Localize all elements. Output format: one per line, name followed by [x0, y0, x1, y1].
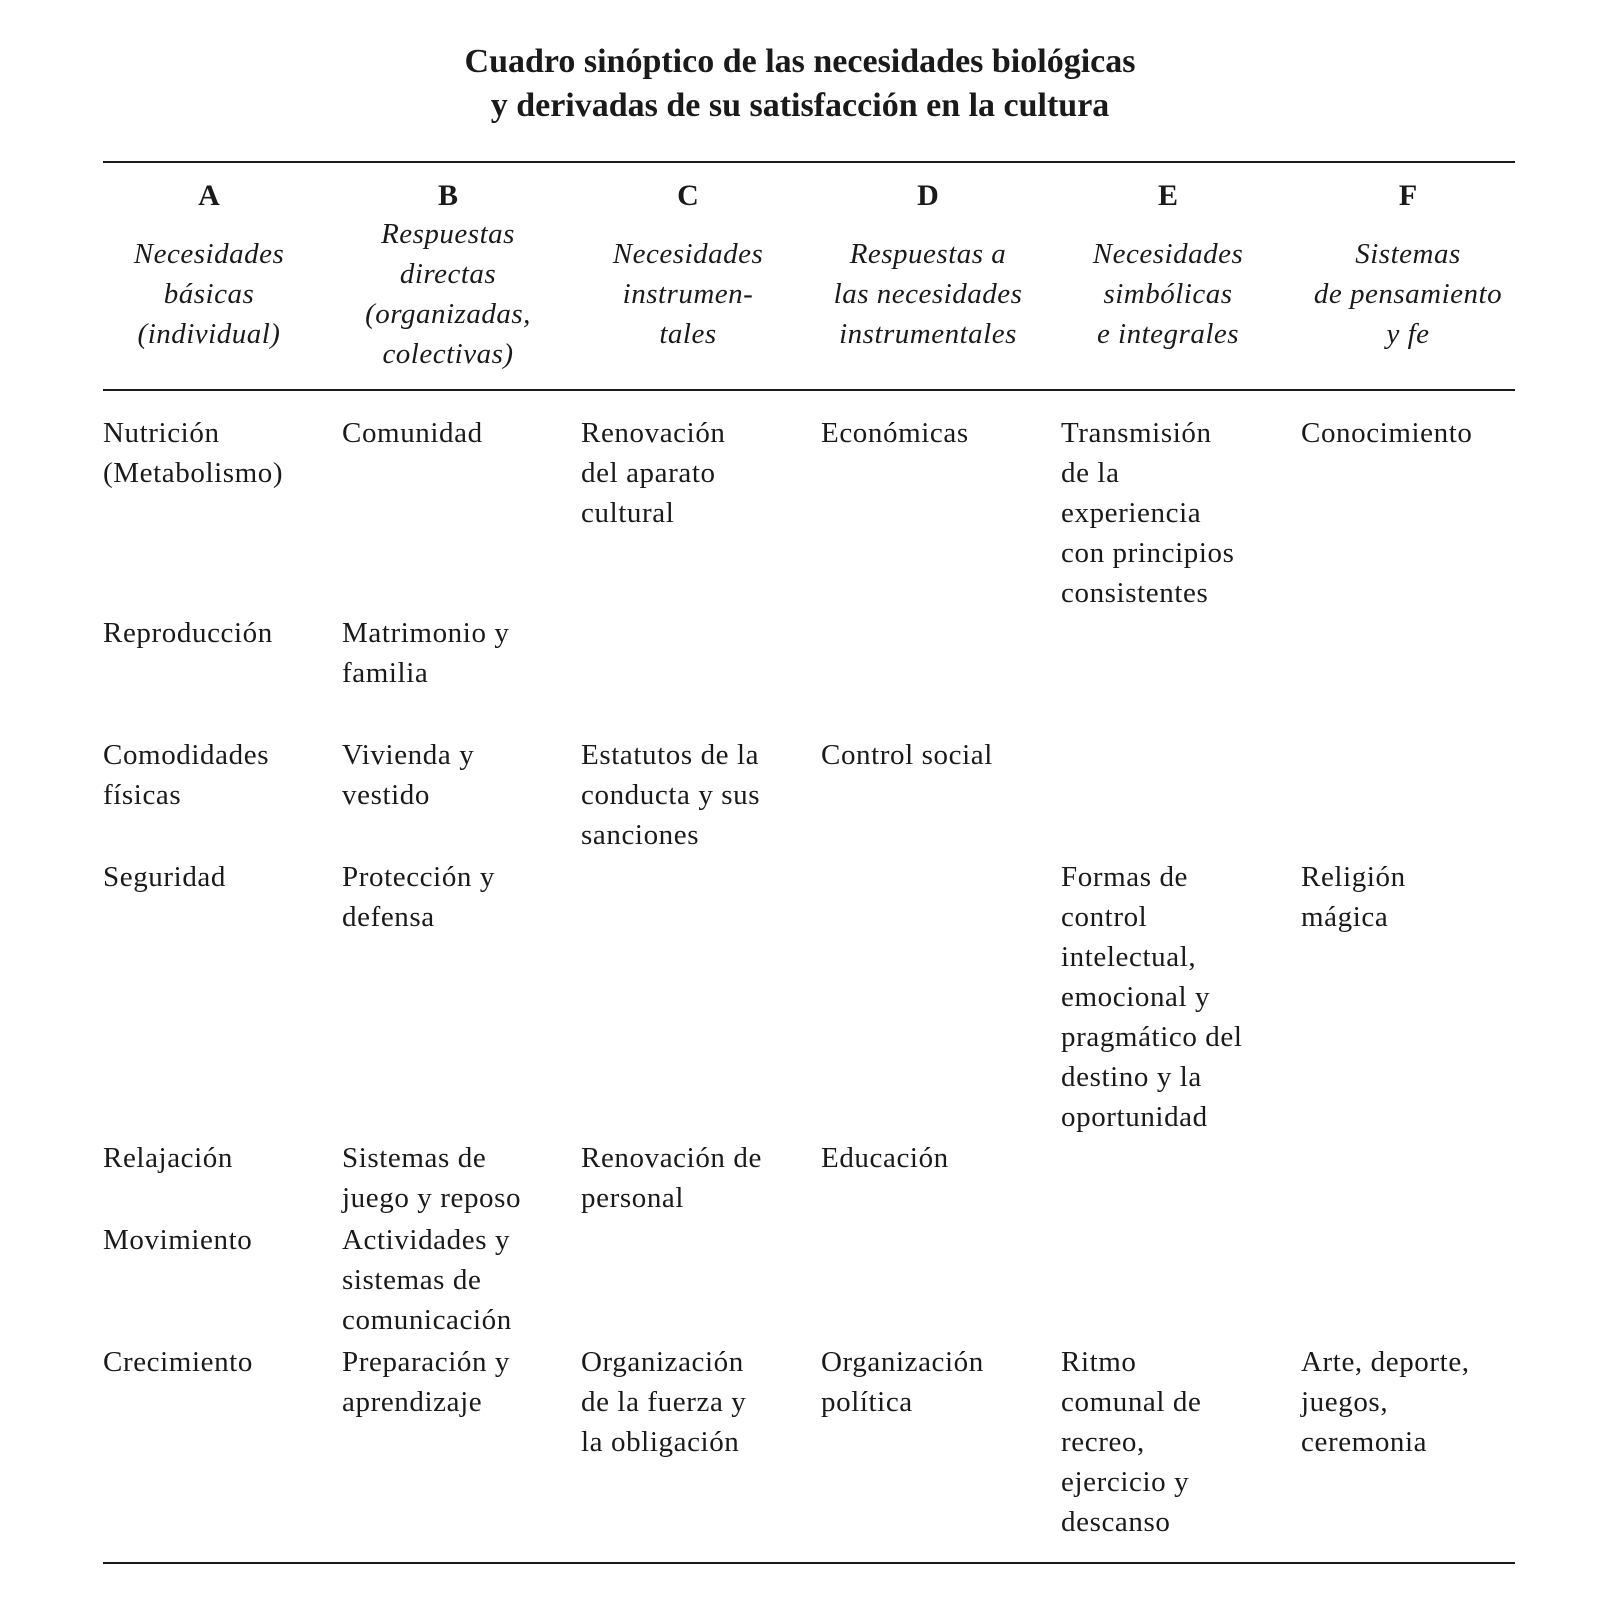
table-cell-a-reproduccion: Reproducción	[103, 617, 273, 649]
table-cell-e-ritmo-comunal: Ritmo comunal de recreo, ejercicio y descanso	[1061, 1346, 1202, 1538]
column-header-f	[1288, 178, 1528, 354]
table-cell-a-movimiento: Movimiento	[103, 1224, 253, 1256]
column-description: Respuestas a las necesidades instrumentales	[833, 238, 1023, 350]
table-cell-c-renovacion-aparato: Renovación del aparato cultural	[581, 417, 726, 529]
table-cell-b-actividades: Actividades y sistemas de comunicación	[342, 1224, 512, 1336]
table-cell-d-educacion: Educación	[821, 1142, 949, 1174]
column-header-b	[328, 178, 568, 374]
table-cell-b-preparacion: Preparación y aprendizaje	[342, 1346, 511, 1418]
column-letter: D	[917, 179, 939, 212]
column-header-c	[568, 178, 808, 354]
table-cell-b-vivienda: Vivienda y vestido	[342, 739, 475, 811]
column-letter: F	[1398, 179, 1418, 212]
table-cell-f-arte: Arte, deporte, juegos, ceremonia	[1301, 1346, 1470, 1458]
table-cell-c-estatutos: Estatutos de la conducta y sus sanciones	[581, 739, 761, 851]
title-line-2: y derivadas de su satisfacción en la cultura	[490, 87, 1110, 124]
column-description: Respuestas directas (organizadas, colectivas)	[365, 218, 531, 370]
column-header-e	[1048, 178, 1288, 354]
top-rule	[103, 161, 1515, 163]
table-cell-b-matrimonio: Matrimonio y familia	[342, 617, 510, 689]
column-header-a	[89, 178, 329, 354]
column-header-d	[808, 178, 1048, 354]
table-cell-b-proteccion: Protección y defensa	[342, 861, 495, 933]
column-letter: C	[677, 179, 699, 212]
table-cell-b-comunidad: Comunidad	[342, 417, 483, 449]
table-cell-d-economicas: Económicas	[821, 417, 969, 449]
table-cell-f-religion: Religión mágica	[1301, 861, 1406, 933]
column-description: Necesidades básicas (individual)	[133, 238, 285, 350]
table-cell-b-sistemas-juego: Sistemas de juego y reposo	[342, 1142, 522, 1214]
table-cell-c-renovacion-personal: Renovación de personal	[581, 1142, 762, 1214]
table-cell-a-comodidades: Comodidades físicas	[103, 739, 270, 811]
table-cell-f-conocimiento: Conocimiento	[1301, 417, 1473, 449]
table-cell-a-relajacion: Relajación	[103, 1142, 234, 1174]
column-description: Sistemas de pensamiento y fe	[1313, 238, 1503, 350]
column-letter: A	[198, 179, 220, 212]
column-description: Necesidades instrumen- tales	[612, 238, 764, 350]
header-rule	[103, 389, 1515, 391]
table-cell-a-crecimiento: Crecimiento	[103, 1346, 253, 1378]
table-cell-e-transmision: Transmisión de la experiencia con principios consistentes	[1061, 417, 1235, 609]
table-cell-d-organizacion-politica: Organización política	[821, 1346, 984, 1418]
table-cell-d-control-social: Control social	[821, 739, 993, 771]
title-line-1: Cuadro sinóptico de las necesidades biológicas	[464, 43, 1136, 80]
column-description: Necesidades simbólicas e integrales	[1092, 238, 1244, 350]
table-cell-a-nutricion: Nutrición (Metabolismo)	[103, 417, 284, 489]
column-letter: E	[1157, 179, 1178, 212]
table-title	[0, 40, 1600, 128]
table-cell-e-formas-control: Formas de control intelectual, emocional y pragmático del destino y la oportunidad	[1061, 861, 1243, 1133]
table-cell-c-organizacion-fuerza: Organización de la fuerza y la obligación	[581, 1346, 747, 1458]
bottom-rule	[103, 1562, 1515, 1564]
table-cell-a-seguridad: Seguridad	[103, 861, 226, 893]
column-letter: B	[437, 179, 458, 212]
